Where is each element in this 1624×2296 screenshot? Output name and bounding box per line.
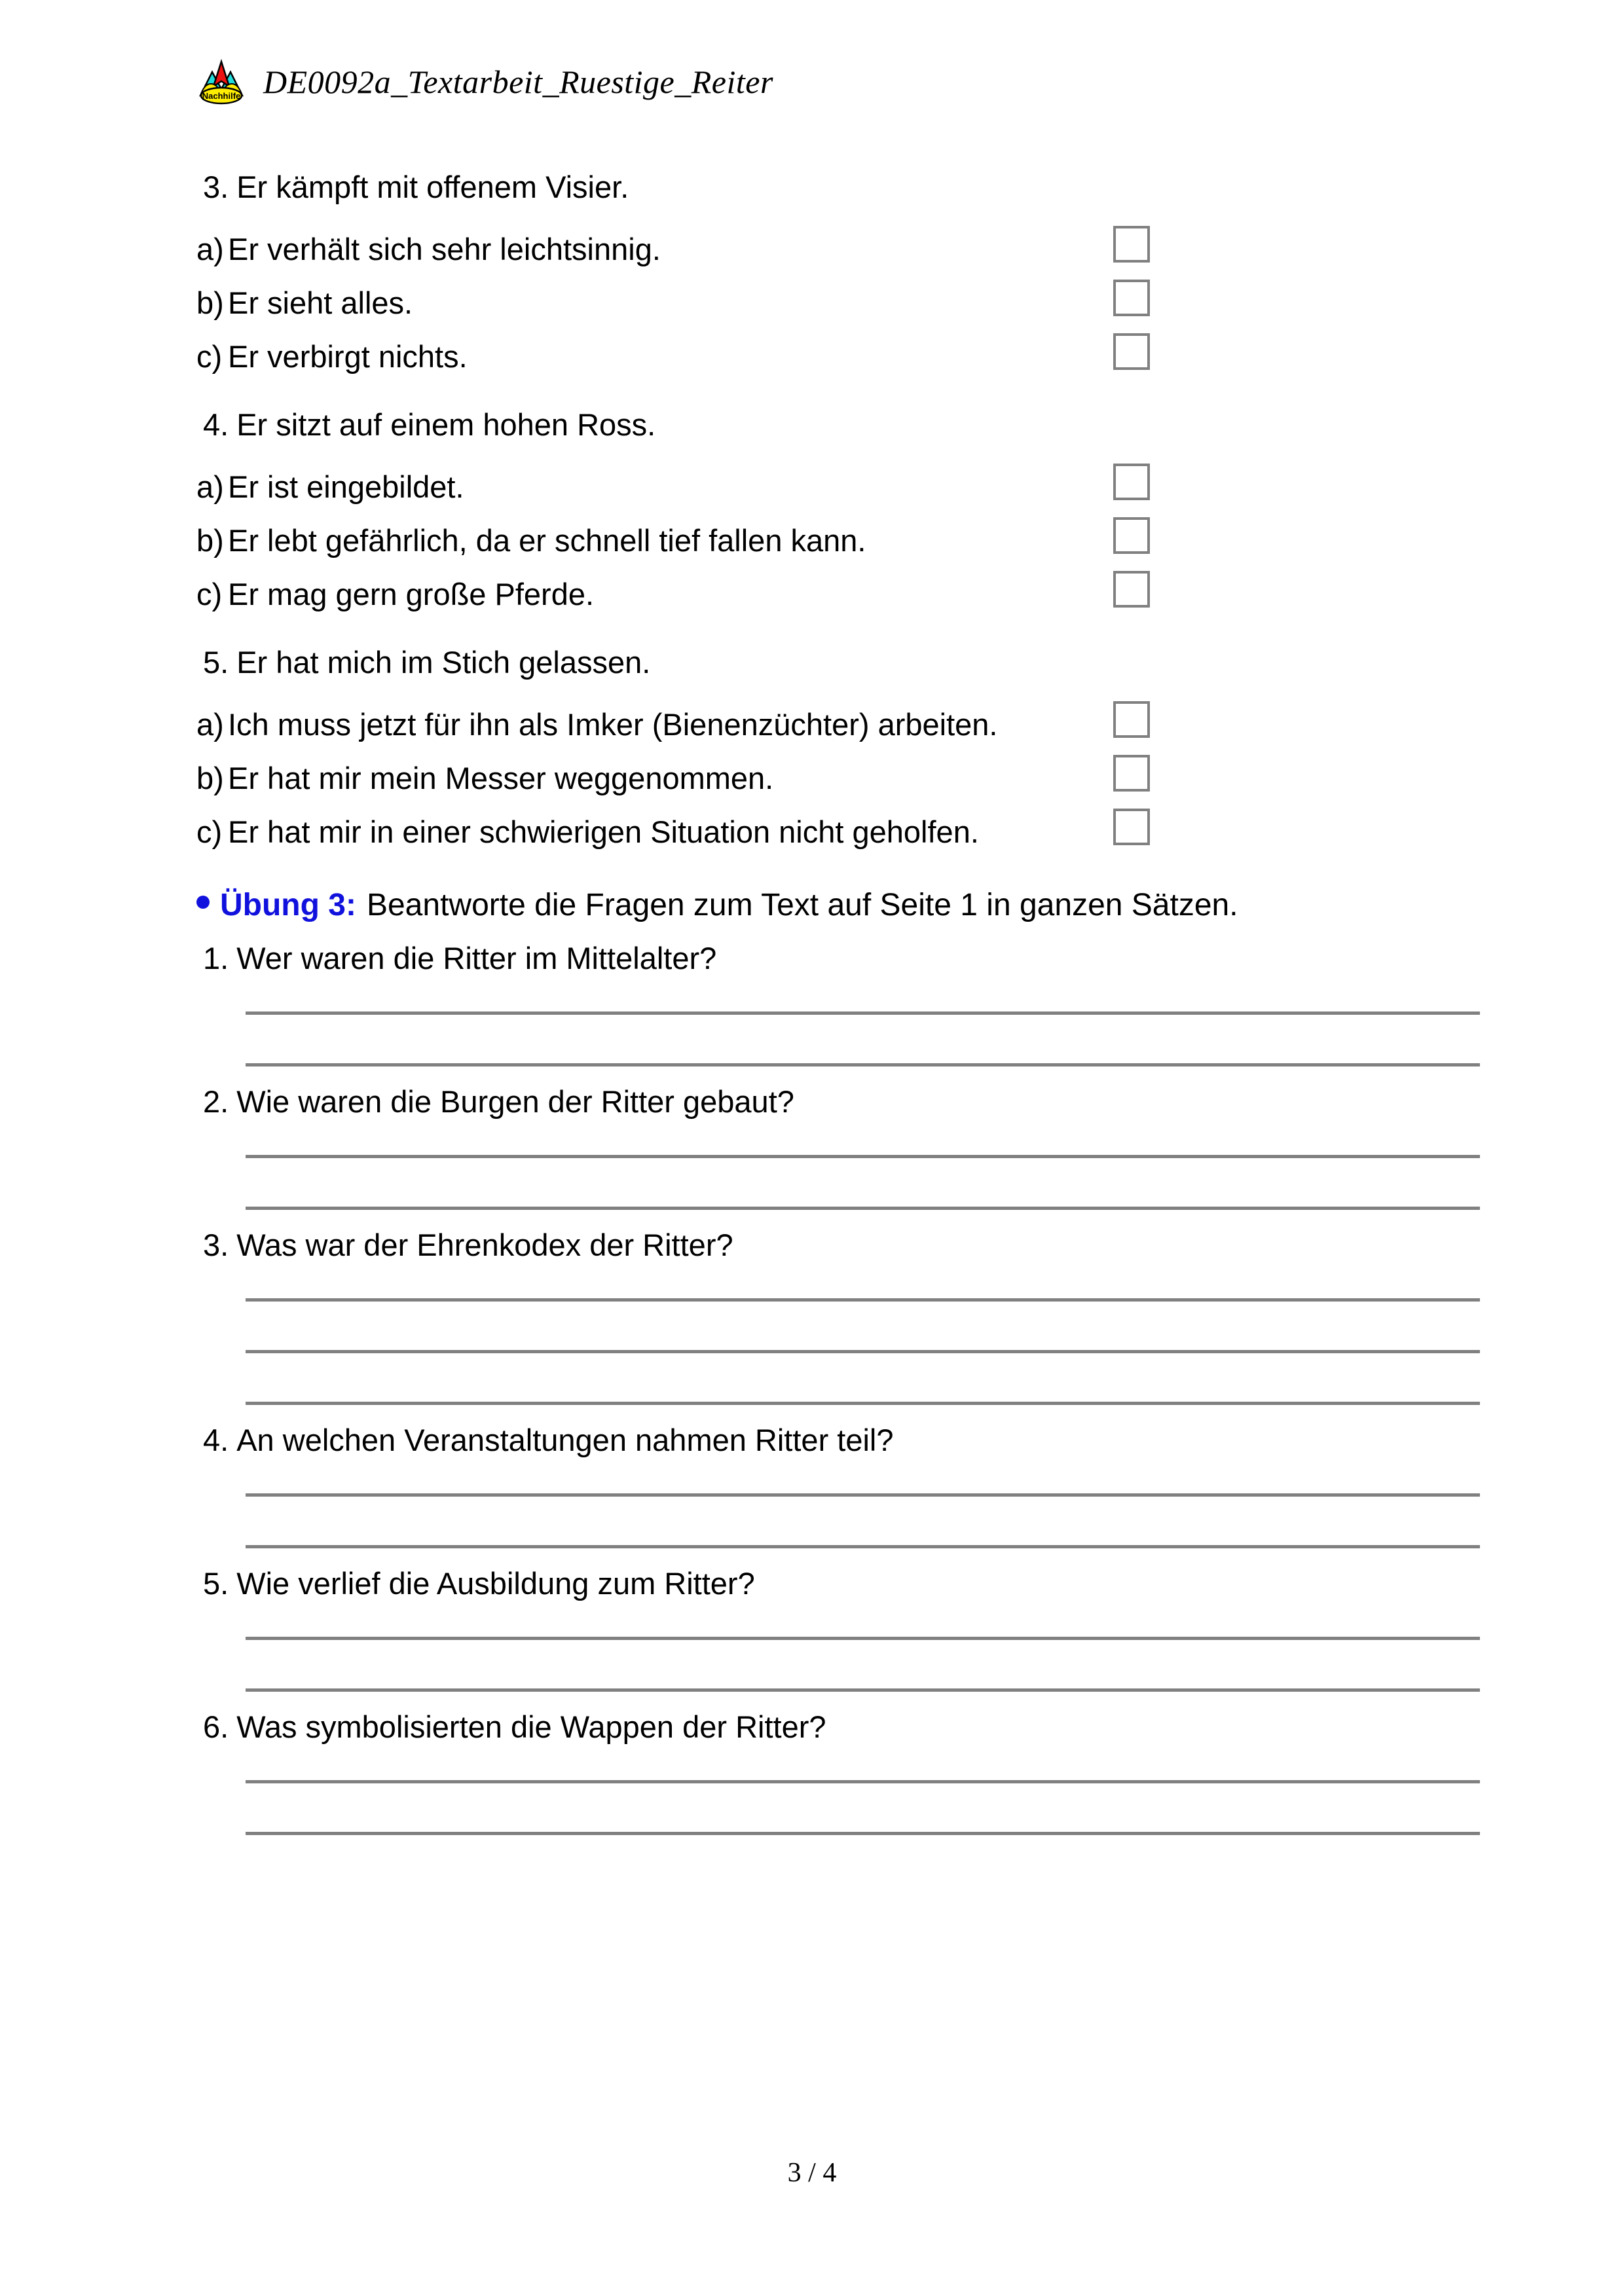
open-question-number: 5. bbox=[203, 1566, 229, 1601]
mc-block bbox=[196, 647, 1480, 858]
open-question-body: Wie waren die Burgen der Ritter gebaut? bbox=[236, 1084, 794, 1119]
open-question-number: 4. bbox=[203, 1423, 229, 1457]
mc-option-row bbox=[196, 222, 1480, 276]
answer-line-group[interactable] bbox=[246, 1637, 1480, 1692]
answer-line[interactable] bbox=[246, 1298, 1480, 1302]
open-question-number: 6. bbox=[203, 1709, 229, 1744]
mc-stem-text: Er hat mich im Stich gelassen. bbox=[236, 645, 651, 680]
open-question-block bbox=[196, 1425, 1480, 1548]
mc-option-label: a) bbox=[196, 469, 224, 504]
mc-option-body: Er lebt gefährlich, da er schnell tief fallen kann. bbox=[228, 522, 866, 558]
mc-option-body: Er ist eingebildet. bbox=[228, 469, 464, 504]
mc-option-label: c) bbox=[196, 814, 223, 849]
open-question-block bbox=[196, 1568, 1480, 1692]
mc-option-row bbox=[196, 567, 1480, 621]
mc-stem-text: Er kämpft mit offenem Visier. bbox=[236, 170, 629, 204]
mc-option-body: Er verhält sich sehr leichtsinnig. bbox=[228, 231, 661, 266]
answer-line[interactable] bbox=[246, 1545, 1480, 1548]
mc-option-row bbox=[196, 751, 1480, 805]
uebung-heading bbox=[196, 887, 1480, 923]
answer-checkbox[interactable] bbox=[1113, 517, 1150, 554]
answer-line[interactable] bbox=[246, 1832, 1480, 1835]
answer-line[interactable] bbox=[246, 1350, 1480, 1353]
answer-checkbox[interactable] bbox=[1113, 280, 1150, 316]
bullet-dot-icon bbox=[196, 896, 210, 909]
answer-line-group[interactable] bbox=[246, 1298, 1480, 1405]
mc-option-text bbox=[196, 816, 979, 847]
open-question-body: Was symbolisierten die Wappen der Ritter? bbox=[236, 1709, 826, 1744]
answer-line[interactable] bbox=[246, 1155, 1480, 1158]
open-question-block bbox=[196, 1086, 1480, 1210]
open-question-text bbox=[196, 1230, 1480, 1260]
mc-option-row bbox=[196, 697, 1480, 751]
open-question-body: An welchen Veranstaltungen nahmen Ritter teil? bbox=[236, 1423, 894, 1457]
mc-stem-number: 4. bbox=[203, 407, 229, 442]
mc-option-label: a) bbox=[196, 706, 224, 742]
mc-block bbox=[196, 409, 1480, 621]
mc-option-row bbox=[196, 513, 1480, 567]
mc-option-text bbox=[196, 522, 866, 558]
mc-option-row bbox=[196, 276, 1480, 329]
page-header bbox=[196, 58, 773, 106]
mc-option-label: c) bbox=[196, 576, 223, 611]
answer-line-group[interactable] bbox=[246, 1011, 1480, 1066]
open-question-block bbox=[196, 943, 1480, 1066]
open-question-body: Wie verlief die Ausbildung zum Ritter? bbox=[236, 1566, 755, 1601]
open-question-number: 2. bbox=[203, 1084, 229, 1119]
open-question-text bbox=[196, 1086, 1480, 1117]
answer-line-group[interactable] bbox=[246, 1780, 1480, 1835]
uebung-instruction: Beantworte die Fragen zum Text auf Seite 1 in ganzen Sätzen. bbox=[366, 888, 1238, 922]
mc-option-label: a) bbox=[196, 231, 224, 266]
open-question-number: 1. bbox=[203, 941, 229, 975]
document-title: DE0092a_Textarbeit_Ruestige_Reiter bbox=[263, 64, 773, 100]
answer-checkbox[interactable] bbox=[1113, 701, 1150, 738]
mc-stem-text: Er sitzt auf einem hohen Ross. bbox=[236, 407, 656, 442]
page-footer bbox=[0, 2157, 1624, 2189]
mc-option-row bbox=[196, 805, 1480, 858]
open-question-text bbox=[196, 1568, 1480, 1599]
mc-option-body: Ich muss jetzt für ihn als Imker (Bienenzüchter) arbeiten. bbox=[228, 706, 998, 742]
mc-option-body: Er hat mir in einer schwierigen Situation nicht geholfen. bbox=[228, 814, 979, 849]
mc-option-row bbox=[196, 329, 1480, 383]
mc-stem-number: 3. bbox=[203, 170, 229, 204]
mc-option-body: Er sieht alles. bbox=[228, 285, 413, 320]
mc-option-body: Er hat mir mein Messer weggenommen. bbox=[228, 760, 774, 795]
open-question-text bbox=[196, 1425, 1480, 1455]
answer-line-group[interactable] bbox=[246, 1493, 1480, 1548]
open-question-body: Wer waren die Ritter im Mittelalter? bbox=[236, 941, 717, 975]
mc-option-label: b) bbox=[196, 285, 224, 320]
answer-checkbox[interactable] bbox=[1113, 809, 1150, 845]
mc-block bbox=[196, 172, 1480, 383]
open-questions-section bbox=[196, 943, 1480, 1835]
open-question-text bbox=[196, 1711, 1480, 1742]
multiple-choice-section bbox=[196, 172, 1480, 858]
answer-line[interactable] bbox=[246, 1493, 1480, 1497]
mc-stem bbox=[196, 409, 1480, 440]
answer-checkbox[interactable] bbox=[1113, 755, 1150, 792]
mc-option-text bbox=[196, 287, 413, 318]
answer-line[interactable] bbox=[246, 1780, 1480, 1783]
uebung-label: Übung 3: bbox=[220, 888, 356, 922]
answer-checkbox[interactable] bbox=[1113, 226, 1150, 263]
nachhilfe-mountain-logo-icon bbox=[196, 58, 246, 106]
worksheet-content bbox=[196, 172, 1480, 1835]
answer-line[interactable] bbox=[246, 1207, 1480, 1210]
mc-stem bbox=[196, 647, 1480, 678]
answer-checkbox[interactable] bbox=[1113, 571, 1150, 608]
mc-option-body: Er verbirgt nichts. bbox=[228, 338, 468, 374]
answer-line[interactable] bbox=[246, 1063, 1480, 1066]
answer-line[interactable] bbox=[246, 1402, 1480, 1405]
mc-option-body: Er mag gern große Pferde. bbox=[228, 576, 595, 611]
open-question-block bbox=[196, 1230, 1480, 1405]
answer-checkbox[interactable] bbox=[1113, 333, 1150, 370]
mc-option-text bbox=[196, 471, 464, 502]
svg-text:Nachhilfe: Nachhilfe bbox=[202, 91, 241, 101]
mc-option-label: c) bbox=[196, 338, 223, 374]
mc-option-label: b) bbox=[196, 522, 224, 558]
answer-line[interactable] bbox=[246, 1688, 1480, 1692]
open-question-block bbox=[196, 1711, 1480, 1835]
open-question-body: Was war der Ehrenkodex der Ritter? bbox=[236, 1228, 733, 1262]
open-question-text bbox=[196, 943, 1480, 974]
mc-option-text bbox=[196, 760, 774, 795]
mc-option-text bbox=[196, 231, 661, 266]
open-question-number: 3. bbox=[203, 1228, 229, 1262]
mc-option-row bbox=[196, 460, 1480, 513]
mc-stem bbox=[196, 172, 1480, 202]
mc-option-text bbox=[196, 338, 468, 374]
answer-line-group[interactable] bbox=[246, 1155, 1480, 1210]
mc-option-text bbox=[196, 576, 595, 611]
mc-stem-number: 5. bbox=[203, 645, 229, 680]
answer-line[interactable] bbox=[246, 1011, 1480, 1015]
mc-option-label: b) bbox=[196, 760, 224, 795]
answer-line[interactable] bbox=[246, 1637, 1480, 1640]
page-number: 3 / 4 bbox=[787, 2158, 837, 2188]
mc-option-text bbox=[196, 706, 998, 742]
answer-checkbox[interactable] bbox=[1113, 464, 1150, 500]
